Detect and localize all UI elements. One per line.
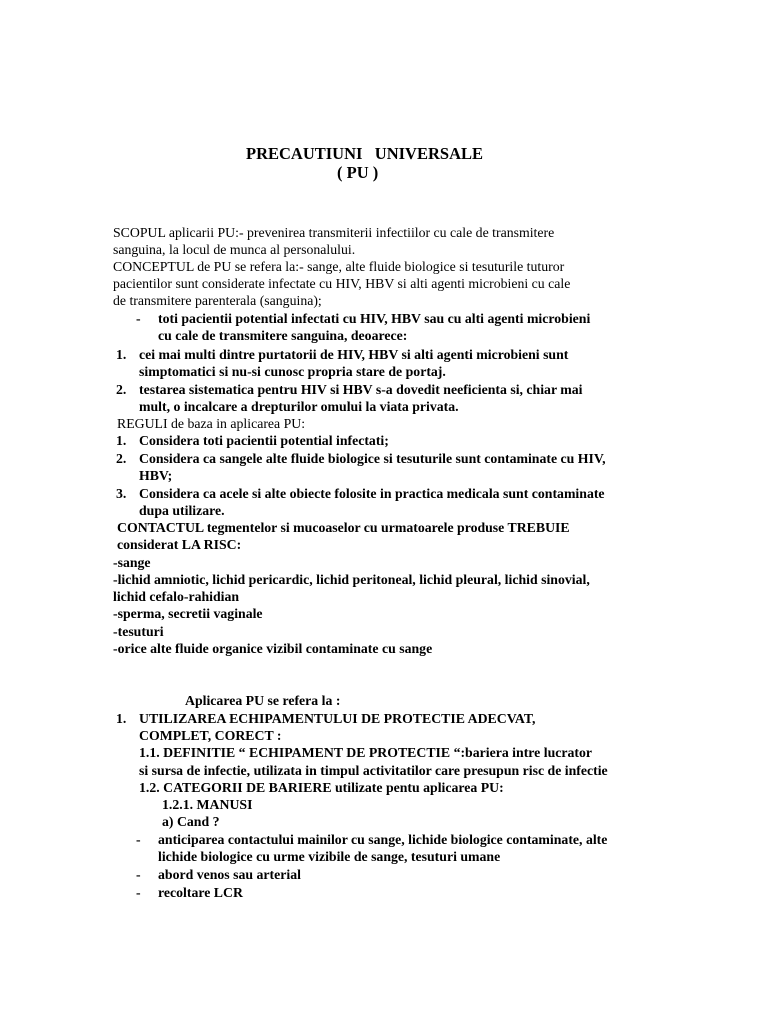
page-subtitle: ( PU ) xyxy=(337,163,379,182)
manusi-heading: 1.2.1. MANUSI xyxy=(162,797,253,812)
bullet-line-1: toti pacientii potential infectati cu HIV, HBV sau cu alti agenti microbieni xyxy=(158,311,591,326)
list-number: 3. xyxy=(116,486,127,501)
rule-1: Considera toti pacientii potential infectati; xyxy=(139,433,389,448)
rule-3-line-2: dupa utilizare. xyxy=(139,503,225,518)
rule-2-line-2: HBV; xyxy=(139,468,173,483)
scop-line-2: sanguina, la locul de munca al personalului. xyxy=(113,242,356,257)
list-number: 2. xyxy=(116,451,127,466)
list-number: 1. xyxy=(116,711,127,726)
bullet-dash: - xyxy=(136,311,141,326)
reason-1-line-2: simptomatici si nu-si cunosc propria stare de portaj. xyxy=(139,364,446,379)
when-item-1-line-1: anticiparea contactului mainilor cu sange, lichide biologice contaminate, alte xyxy=(158,832,608,847)
bullet-dash: - xyxy=(136,867,141,882)
reason-1-line-1: cei mai multi dintre purtatorii de HIV, HBV si alti agenti microbieni sunt xyxy=(139,347,569,362)
risk-item-lichide-line-1: -lichid amniotic, lichid pericardic, lichid peritoneal, lichid pleural, lichid sinovial, xyxy=(113,572,590,587)
when-item-3: recoltare LCR xyxy=(158,885,243,900)
risk-item-sperma: -sperma, secretii vaginale xyxy=(113,606,263,621)
list-number: 2. xyxy=(116,382,127,397)
section-1-line-1: UTILIZAREA ECHIPAMENTULUI DE PROTECTIE ADECVAT, xyxy=(139,711,536,726)
risk-item-lichide-line-2: lichid cefalo-rahidian xyxy=(113,589,240,604)
definitie-line-2: si sursa de infectie, utilizata in timpul activitatilor care presupun risc de infectie xyxy=(139,763,608,778)
rule-3-line-1: Considera ca acele si alte obiecte folosite in practica medicala sunt contaminate xyxy=(139,486,605,501)
rule-2-line-1: Considera ca sangele alte fluide biologice si tesuturile sunt contaminate cu HIV, xyxy=(139,451,606,466)
concept-line-3: de transmitere parenterala (sanguina); xyxy=(113,293,322,308)
reason-2-line-2: mult, o incalcare a drepturilor omului la viata privata. xyxy=(139,399,459,414)
concept-line-1: CONCEPTUL de PU se refera la:- sange, alte fluide biologice si tesuturile tuturor xyxy=(113,259,565,274)
bullet-dash: - xyxy=(136,832,141,847)
definitie-line-1: 1.1. DEFINITIE “ ECHIPAMENT DE PROTECTIE “:bariera intre lucrator xyxy=(139,745,592,760)
risk-item-tesuturi: -tesuturi xyxy=(113,624,164,639)
risk-item-fluide: -orice alte fluide organice vizibil contaminate cu sange xyxy=(113,641,433,656)
when-item-1-line-2: lichide biologice cu urme vizibile de sange, tesuturi umane xyxy=(158,849,501,864)
list-number: 1. xyxy=(116,347,127,362)
section-1-line-2: COMPLET, CORECT : xyxy=(139,728,282,743)
concept-line-2: pacientilor sunt considerate infectate cu HIV, HBV si alti agenti microbieni cu cale xyxy=(113,276,571,291)
reguli-heading: REGULI de baza in aplicarea PU: xyxy=(117,416,306,431)
bullet-dash: - xyxy=(136,885,141,900)
page-title: PRECAUTIUNI UNIVERSALE xyxy=(246,144,483,163)
scop-line-1: SCOPUL aplicarii PU:- prevenirea transmiterii infectiilor cu cale de transmitere xyxy=(113,225,555,240)
list-number: 1. xyxy=(116,433,127,448)
aplicarea-heading: Aplicarea PU se refera la : xyxy=(185,693,341,708)
risk-item-sange: -sange xyxy=(113,555,151,570)
contact-line-2: considerat LA RISC: xyxy=(117,537,242,552)
reason-2-line-1: testarea sistematica pentru HIV si HBV s-a dovedit neeficienta si, chiar mai xyxy=(139,382,583,397)
cand-heading: a) Cand ? xyxy=(162,814,220,829)
categorii-heading: 1.2. CATEGORII DE BARIERE utilizate pentu aplicarea PU: xyxy=(139,780,504,795)
when-item-2: abord venos sau arterial xyxy=(158,867,301,882)
contact-line-1: CONTACTUL tegmentelor si mucoaselor cu urmatoarele produse TREBUIE xyxy=(117,520,570,535)
bullet-line-2: cu cale de transmitere sanguina, deoarece: xyxy=(158,328,408,343)
